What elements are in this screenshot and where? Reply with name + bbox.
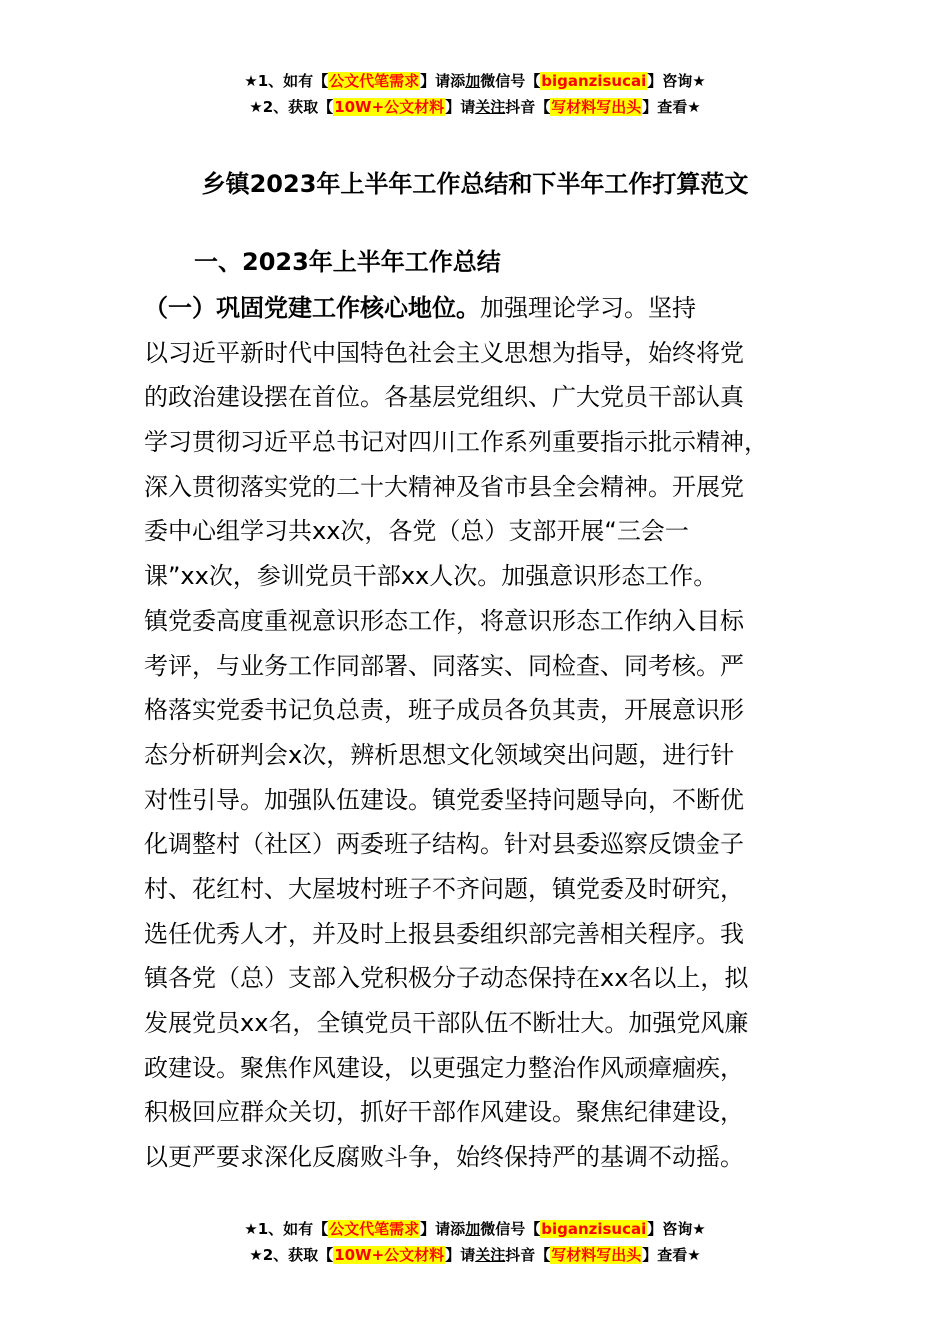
footer-banner: [0, 1216, 950, 1268]
banner-text: ★2、获取【: [249, 1246, 334, 1264]
banner-text: 】查看★: [642, 1246, 701, 1264]
banner-underlined-text: 关注: [475, 98, 506, 116]
paragraph-line: 委中心组学习共xx次，各党（总）支部开展“三会一: [144, 517, 689, 546]
section-heading: 一、2023年上半年工作总结: [194, 248, 501, 276]
banner-text: 】请: [445, 1246, 476, 1264]
paragraph-line: 积极回应群众关切，抓好干部作风建设。聚焦纪律建设，: [144, 1098, 744, 1127]
banner-text: 】请: [445, 98, 476, 116]
paragraph-line: [144, 286, 808, 331]
banner-highlight-douyin: 写材料写出头: [551, 1246, 642, 1264]
document-title: 乡镇2023年上半年工作总结和下半年工作打算范文: [201, 170, 749, 198]
paragraph-line: 课”xx次，参训党员干部xx人次。加强意识形态工作。: [144, 562, 718, 591]
banner-text: 】请添: [420, 1220, 466, 1238]
banner-underlined-text: 加: [465, 1220, 481, 1238]
banner-line-1: [0, 1216, 950, 1242]
banner-text: 微信号【: [480, 1220, 541, 1238]
paragraph-line: 的政治建设摆在首位。各基层党组织、广大党员干部认真: [144, 383, 744, 412]
paragraph-line: 考评，与业务工作同部署、同落实、同检查、同考核。严: [144, 651, 744, 680]
paragraph-line: 对性引导。加强队伍建设。镇党委坚持问题导向，不断优: [144, 785, 744, 814]
paragraph-line: 化调整村（社区）两委班子结构。针对县委巡察反馈金子: [144, 830, 744, 859]
paragraph-line: 态分析研判会x次，辨析思想文化领域突出问题，进行针: [144, 740, 735, 769]
paragraph-line: 以更严要求深化反腐败斗争，始终保持严的基调不动摇。: [144, 1143, 744, 1172]
subsection-heading: （一）巩固党建工作核心地位。: [144, 294, 480, 322]
banner-text: ★2、获取【: [249, 98, 334, 116]
banner-highlight-wechat-id: biganzisucai: [541, 1220, 647, 1238]
paragraph-line: 深入贯彻落实党的二十大精神及省市县全会精神。开展党: [144, 472, 744, 501]
body-paragraph: [144, 286, 808, 1180]
paragraph-text: 加强理论学习。坚持: [480, 294, 696, 322]
paragraph-line: 政建设。聚焦作风建设，以更强定力整治作风顽瘴痼疾，: [144, 1053, 744, 1082]
banner-highlight-douyin: 写材料写出头: [551, 98, 642, 116]
paragraph-line: 镇各党（总）支部入党积极分子动态保持在xx名以上，拟: [144, 964, 749, 993]
banner-highlight-materials: 10W+公文材料: [334, 1246, 445, 1264]
banner-underlined-text: 关注: [475, 1246, 506, 1264]
paragraph-line: 村、花红村、大屋坡村班子不齐问题，镇党委及时研究，: [144, 874, 744, 903]
banner-text: 微信号【: [480, 72, 541, 90]
banner-text: 】查看★: [642, 98, 701, 116]
banner-highlight-wechat-id: biganzisucai: [541, 72, 647, 90]
banner-highlight-service: 公文代笔需求: [329, 72, 420, 90]
banner-text: 】咨询★: [647, 1220, 706, 1238]
paragraph-line: 镇党委高度重视意识形态工作，将意识形态工作纳入目标: [144, 606, 744, 635]
banner-text: ★1、如有【: [244, 1220, 329, 1238]
banner-underlined-text: 加: [465, 72, 481, 90]
banner-text: 】咨询★: [647, 72, 706, 90]
paragraph-line: 选任优秀人才，并及时上报县委组织部完善相关程序。我: [144, 919, 744, 948]
paragraph-line: 学习贯彻习近平总书记对四川工作系列重要指示批示精神，: [144, 428, 768, 457]
banner-line-2: [0, 1242, 950, 1268]
banner-text: ★1、如有【: [244, 72, 329, 90]
banner-text: 】请添: [420, 72, 466, 90]
paragraph-line: 格落实党委书记负总责，班子成员各负其责，开展意识形: [144, 696, 744, 725]
banner-highlight-service: 公文代笔需求: [329, 1220, 420, 1238]
header-banner: [0, 68, 950, 120]
banner-line-2: [0, 94, 950, 120]
banner-text: 抖音【: [505, 1246, 551, 1264]
banner-highlight-materials: 10W+公文材料: [334, 98, 445, 116]
banner-text: 抖音【: [505, 98, 551, 116]
paragraph-line: 以习近平新时代中国特色社会主义思想为指导，始终将党: [144, 338, 744, 367]
banner-line-1: [0, 68, 950, 94]
paragraph-line: 发展党员xx名，全镇党员干部队伍不断壮大。加强党风廉: [144, 1009, 749, 1037]
